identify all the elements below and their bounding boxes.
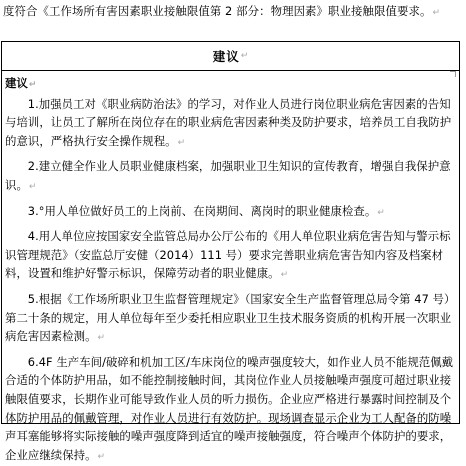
suggestion-table — [1, 41, 460, 462]
paragraph-mark-icon: ↵ — [280, 270, 289, 281]
suggestion-item-3: 3.°用人单位做好员工的上岗前、在岗期间、离岗时的职业健康检查。↵ — [27, 203, 385, 218]
paragraph-mark-icon: ↵ — [28, 80, 37, 90]
paragraph-mark-icon: ↵ — [28, 181, 37, 192]
table-header-title: 建议 — [212, 49, 240, 64]
paragraph-mark-icon: ↵ — [97, 333, 106, 344]
suggestion-item-4: 4.用人单位应按国家安全监管总局办公厅公布的《用人单位职业病危害告知与警示标识管理规范》（安监总厅安健（2014）111 号）要求完善职业病危害告知内容及档案材料，设置和维护好警示标识，保障劳动者的职业健康。↵ — [5, 229, 451, 281]
suggestion-item-5: 5.根据《工作场所职业卫生监督管理规定》（国家安全生产监督管理总局令第 47 号）第二十条的规定，用人单位每年至少委托相应职业卫生技术服务资质的机构开展一次职业病危害因素检测。↵ — [5, 291, 456, 344]
suggestion-item-6: 6.4F 生产车间/破碎和机加工区/车床岗位的噪声强度较大，如作业人员不能规范佩戴合适的个体防护用品，如不能控制接触时间，其岗位作业人员接触噪声强度可超过职业接触限值要求，长期作业可能导致作业人员的听力损伤。企业应严格进行暴露时间控制及个体防护用品的佩戴管理，对作业人员进行有效防护。现场调查显示企业为工人配备的防噪声耳塞能够将实际接触的噪声强度降到适宜的噪声接触强度，符合噪声个体防护的要求，企业应继续保持。↵ — [5, 354, 454, 462]
paragraph-mark-icon: ↵ — [240, 51, 249, 61]
intro-paragraph — [3, 2, 459, 23]
suggestion-item-1: 1.加强员工对《职业病防治法》的学习，对作业人员进行岗位职业病危害因素的告知与培训，让员工了解所在岗位存在的职业病危害因素种类及防护要求，培养员工自我防护的意识，严格执行安全操作规程。↵ — [5, 96, 452, 148]
suggestion-label: 建议↵ — [5, 76, 37, 90]
paragraph-mark-icon: ↵ — [377, 207, 385, 218]
paragraph-mark-icon: ↵ — [97, 451, 106, 462]
paragraph-mark-icon: ↵ — [177, 137, 186, 148]
table-header-row — [2, 42, 459, 71]
table-body-cell — [5, 74, 457, 466]
suggestion-item-2: 2.建立健全作业人员职业健康档案，加强职业卫生知识的宣传教育，增强自我保护意识。↵ — [5, 159, 451, 192]
intro-text: 度符合《工作场所有害因素职业接触限值第 2 部分：物理因素》职业接触限值要求。 — [3, 4, 432, 18]
paragraph-mark-icon: ↵ — [432, 8, 441, 18]
